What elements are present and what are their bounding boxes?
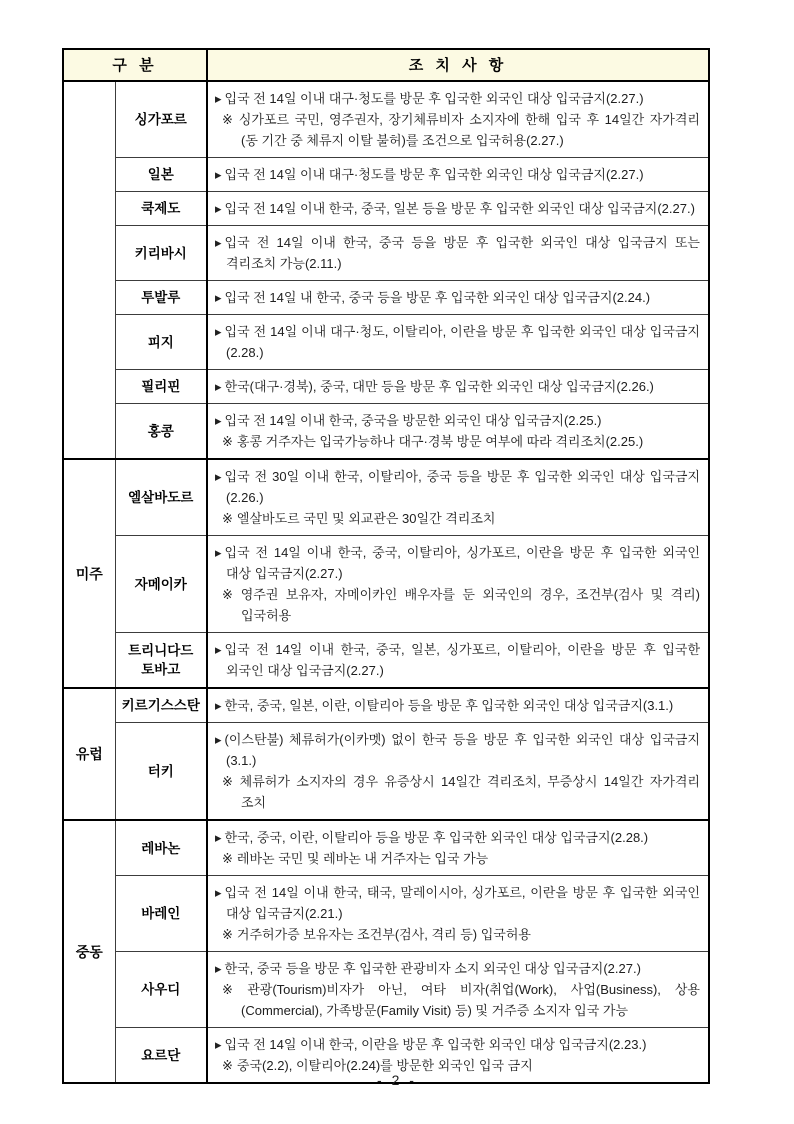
measure-text: 레바논 국민 및 레바논 내 거주자는 입국 가능 [236,851,489,866]
measure-text: 한국(대구·경북), 중국, 대만 등을 방문 후 입국한 외국인 대상 입국금지(2.26.) [224,379,654,394]
measure-text: 입국 전 14일 이내 대구·청도, 이탈리아, 이란을 방문 후 입국한 외국인 대상 입국금지(2.28.) [224,324,700,360]
measure-item [215,882,700,924]
measure-text: 입국 전 14일 이내 한국, 중국 등을 방문 후 입국한 외국인 대상 입국금지 또는 격리조치 가능(2.11.) [224,235,700,271]
reference-marker: ※ [222,927,233,942]
reference-marker: ※ [222,982,244,997]
region-group-europe [63,688,709,820]
measure-text: 한국, 중국, 일본, 이란, 이탈리아 등을 방문 후 입국한 외국인 대상 입국금지(3.1.) [224,698,674,713]
country-cook-islands: 쿡제도 [115,192,207,226]
entry-restriction-table-wrapper [62,48,710,1084]
measure-text: 홍콩 거주자는 입국가능하나 대구·경북 방문 여부에 따라 격리조치(2.25.) [236,434,644,449]
bullet-marker: ▸ [215,201,222,216]
table-row [63,536,709,633]
measures-cell [207,81,709,158]
bullet-marker: ▸ [215,830,222,845]
measure-note [222,584,700,626]
measure-text: 입국 전 14일 이내 한국, 중국, 일본 등을 방문 후 입국한 외국인 대상 입국금지(2.27.) [224,201,695,216]
country-kyrgyzstan: 키르기스스탄 [115,688,207,723]
country-jamaica: 자메이카 [115,536,207,633]
country-saudi: 사우디 [115,952,207,1028]
measures-cell [207,952,709,1028]
bullet-marker: ▸ [215,1037,222,1052]
measure-note [222,924,700,945]
measures-cell [207,226,709,281]
reference-marker: ※ [222,1058,233,1073]
bullet-marker: ▸ [215,167,222,182]
region-label [63,81,115,459]
measure-item [215,695,700,716]
bullet-marker: ▸ [215,732,222,747]
measure-text: 입국 전 30일 이내 한국, 이탈리아, 중국 등을 방문 후 입국한 외국인 대상 입국금지(2.26.) [224,469,700,505]
table-row [63,952,709,1028]
measure-note [222,109,700,151]
measure-item [215,466,700,508]
measure-text: 입국 전 14일 이내 대구·청도를 방문 후 입국한 외국인 대상 입국금지(2.27.) [224,167,644,182]
region-label-americas: 미주 [63,459,115,688]
measure-item [215,321,700,363]
table-row [63,192,709,226]
measure-text: 한국, 중국 등을 방문 후 입국한 관광비자 소지 외국인 대상 입국금지(2.27.) [224,961,641,976]
measure-item [215,542,700,584]
measure-text: 체류허가 소지자의 경우 유증상시 14일간 격리조치, 무증상시 14일간 자가격리 조치 [239,774,700,810]
measure-note [222,848,700,869]
measure-item [215,287,700,308]
country-fiji: 피지 [115,315,207,370]
bullet-marker: ▸ [215,698,222,713]
table-row [63,226,709,281]
measure-text: 엘살바도르 국민 및 외교관은 30일간 격리조치 [236,511,496,526]
measure-item [215,410,700,431]
measure-item [215,958,700,979]
country-turkey: 터키 [115,723,207,821]
bullet-marker: ▸ [215,469,222,484]
measure-text: 입국 전 14일 이내 한국, 중국, 일본, 싱가포르, 이탈리아, 이란을 방문 후 입국한 외국인 대상 입국금지(2.27.) [224,642,700,678]
bullet-marker: ▸ [215,885,222,900]
measures-cell [207,536,709,633]
table-row [63,404,709,460]
measure-text: 중국(2.2), 이탈리아(2.24)를 방문한 외국인 입국 금지 [236,1058,533,1073]
measure-item [215,729,700,771]
bullet-marker: ▸ [215,91,222,106]
measure-text: 싱가포르 국민, 영주권자, 장기체류비자 소지자에 한해 입국 후 14일간 자가격리 (동 기간 중 체류지 이탈 불허)를 조건으로 입국허용(2.27.) [238,112,700,148]
measure-text: 입국 전 14일 이내 한국, 이란을 방문 후 입국한 외국인 대상 입국금지(2.23.) [224,1037,647,1052]
measures-cell [207,404,709,460]
measure-text: 한국, 중국, 이란, 이탈리아 등을 방문 후 입국한 외국인 대상 입국금지(2.28.) [224,830,649,845]
entry-restriction-table [62,48,710,1084]
measures-cell [207,459,709,536]
table-row [63,820,709,876]
measure-note [222,431,700,452]
measure-note [222,979,700,1021]
bullet-marker: ▸ [215,235,222,250]
table-header [63,49,709,81]
bullet-marker: ▸ [215,324,222,339]
measure-text: 입국 전 14일 이내 대구·청도를 방문 후 입국한 외국인 대상 입국금지(2.27.) [224,91,644,106]
reference-marker: ※ [222,434,233,449]
measure-text: (이스탄불) 체류허가(이카멧) 없이 한국 등을 방문 후 입국한 외국인 대상 입국금지(3.1.) [224,732,700,768]
region-label-middle-east: 중동 [63,820,115,1083]
table-row [63,688,709,723]
measure-text: 입국 전 14일 이내 한국, 중국을 방문한 외국인 대상 입국금지(2.25.) [224,413,602,428]
measure-text: 관광(Tourism)비자가 아닌, 여타 비자(취업(Work), 사업(Business), 상용(Commercial), 가족방문(Family Visit) 등) 및 거주증 소지자 입국 가능 [241,982,700,1018]
measure-item [215,232,700,274]
country-kiribati: 키리바시 [115,226,207,281]
country-lebanon: 레바논 [115,820,207,876]
table-row [63,370,709,404]
country-hong-kong: 홍콩 [115,404,207,460]
measure-text: 영주권 보유자, 자메이카인 배우자를 둔 외국인의 경우, 조건부(검사 및 격리) 입국허용 [240,587,700,623]
region-group-americas [63,459,709,688]
measure-text: 입국 전 14일 내 한국, 중국 등을 방문 후 입국한 외국인 대상 입국금지(2.24.) [224,290,651,305]
measures-cell [207,281,709,315]
country-trinidad-tobago: 트리니다드 토바고 [115,633,207,689]
measure-item [215,198,700,219]
measure-item [215,164,700,185]
country-japan: 일본 [115,158,207,192]
measure-text: 입국 전 14일 이내 한국, 중국, 이탈리아, 싱가포르, 이란을 방문 후 입국한 외국인 대상 입국금지(2.27.) [224,545,700,581]
measure-note [222,508,700,529]
country-bahrain: 바레인 [115,876,207,952]
table-row [63,158,709,192]
table-row [63,723,709,821]
measure-note [222,771,700,813]
table-row [63,81,709,158]
bullet-marker: ▸ [215,379,222,394]
bullet-marker: ▸ [215,413,222,428]
bullet-marker: ▸ [215,961,222,976]
bullet-marker: ▸ [215,545,222,560]
table-row [63,876,709,952]
measure-item [215,1034,700,1055]
measures-cell [207,820,709,876]
measures-cell [207,723,709,821]
measure-item [215,88,700,109]
measure-item [215,827,700,848]
measures-cell [207,688,709,723]
measures-cell [207,192,709,226]
region-group-asia [63,81,709,459]
measure-item [215,639,700,681]
measures-cell [207,633,709,689]
region-group-middle-east [63,820,709,1083]
table-row [63,459,709,536]
reference-marker: ※ [222,587,237,602]
measure-text: 거주허가증 보유자는 조건부(검사, 격리 등) 입국허용 [236,927,531,942]
measure-text: 입국 전 14일 이내 한국, 태국, 말레이시아, 싱가포르, 이란을 방문 후 입국한 외국인 대상 입국금지(2.21.) [224,885,700,921]
reference-marker: ※ [222,774,236,789]
page-number: - 2 - [377,1072,417,1088]
measures-cell [207,876,709,952]
measures-cell [207,158,709,192]
header-category: 구 분 [63,49,207,81]
reference-marker: ※ [222,511,233,526]
bullet-marker: ▸ [215,642,222,657]
table-row [63,281,709,315]
bullet-marker: ▸ [215,290,222,305]
country-singapore: 싱가포르 [115,81,207,158]
country-jordan: 요르단 [115,1028,207,1084]
header-measures: 조 치 사 항 [207,49,709,81]
measures-cell [207,315,709,370]
reference-marker: ※ [222,851,233,866]
country-philippines: 필리핀 [115,370,207,404]
table-row [63,633,709,689]
measures-cell [207,370,709,404]
measure-item [215,376,700,397]
table-row [63,315,709,370]
country-el-salvador: 엘살바도르 [115,459,207,536]
reference-marker: ※ [222,112,235,127]
country-tuvalu: 투발루 [115,281,207,315]
region-label-europe: 유럽 [63,688,115,820]
